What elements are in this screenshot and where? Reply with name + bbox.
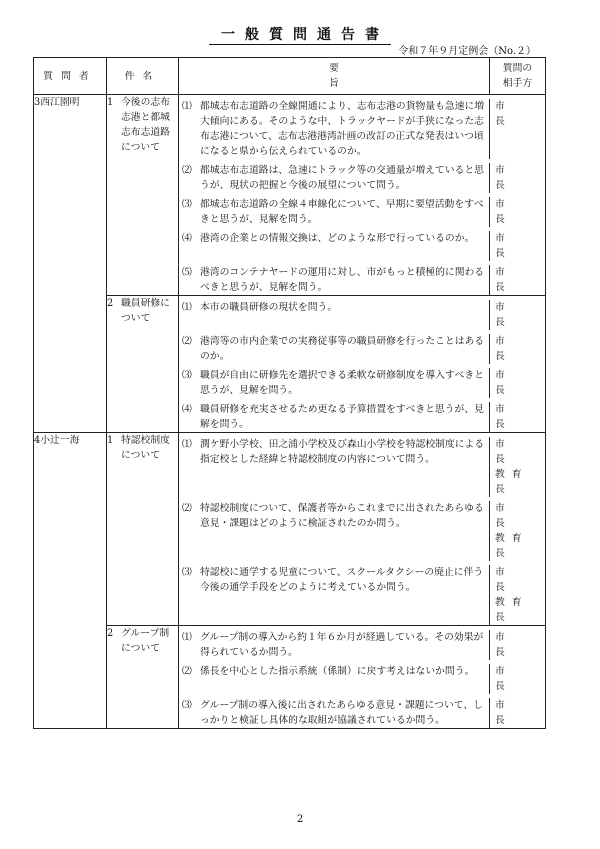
- gist-item: [179, 193, 545, 227]
- header-subject: 件名: [107, 58, 179, 95]
- respondent: 市長: [495, 101, 527, 127]
- respondent: 市長: [495, 336, 527, 362]
- subject-number: 1: [107, 97, 114, 108]
- item-text: グループ制の導入後に出されたあらゆる意見・課題について、しっかりと検証し具体的な取組が協議されているか問う。: [200, 700, 483, 726]
- questioner-name: 3西江園明: [34, 95, 107, 433]
- item-number: ⑵: [182, 165, 192, 176]
- item-number: ⑴: [182, 439, 192, 450]
- respondent: 教育長: [495, 597, 529, 623]
- questioner-name: 4小辻一海: [34, 433, 107, 729]
- item-number: ⑴: [182, 632, 192, 643]
- item-text: 都城志布志道路の全線４車線化について、早期に要望活動をすべきと思うが、見解を問う。: [200, 199, 484, 225]
- header-respondent-line1: 質問の: [502, 63, 533, 74]
- gist-item: [179, 296, 545, 330]
- item-number: ⑵: [182, 336, 192, 347]
- respondent: 市長: [495, 567, 527, 593]
- item-number: ⑵: [182, 666, 192, 677]
- subject-row: [34, 296, 546, 433]
- gist-cell: [179, 296, 546, 433]
- item-text: 都城志布志道路は、急速にトラック等の交通量が増えていると思うが、現状の把握と今後の展望について問う。: [200, 165, 484, 191]
- header-respondent: [489, 58, 545, 94]
- respondent-cell: [489, 565, 545, 625]
- session-label: 令和７年９月定例会（No.２）: [398, 46, 536, 57]
- item-number: ⑶: [182, 567, 192, 578]
- gist-cell: [179, 626, 546, 729]
- subject-title: 特認校制度について: [121, 435, 170, 461]
- item-text: 都城志布志道路の全線開通により、志布志港の貨物量も急速に増大傾向にある。そのような中、トラックヤードが手狭になった志布志港について、志布志港港湾計画の改訂の正式な発表はいつ頃になると県から伝えられているのか。: [200, 101, 485, 157]
- subject-number: 2: [107, 628, 114, 639]
- item-text: 職員研修を充実させるため更なる予算措置をすべきと思うが、見解を問う。: [200, 404, 484, 430]
- respondent-cell: [489, 501, 545, 561]
- respondent-cell: [489, 334, 545, 364]
- subject-row: [34, 95, 546, 296]
- gist-item: [179, 497, 545, 561]
- gist-item: [179, 694, 545, 728]
- respondent: 教育長: [495, 469, 529, 495]
- gist-item: [179, 626, 545, 660]
- header-gist: 要旨: [329, 63, 479, 89]
- item-text: 港湾等の市内企業での実務従事等の職員研修を行ったことはあるのか。: [200, 336, 485, 362]
- item-text: 港湾の企業との情報交換は、どのような形で行っているのか。: [200, 233, 475, 244]
- respondent-cell: [489, 163, 545, 193]
- item-text: 港湾のコンテナヤードの運用に対し、市がもっと積極的に関わるべきと思うが、見解を問う。: [200, 267, 485, 293]
- respondent: 教育長: [495, 533, 529, 559]
- respondent: 市長: [495, 632, 527, 658]
- subject-cell: [107, 296, 179, 433]
- subject-row: [34, 433, 546, 626]
- respondent: 市長: [495, 700, 527, 726]
- respondent: 市長: [495, 165, 527, 191]
- notice-table: [33, 57, 546, 729]
- document-title: 一般質問通告書: [0, 24, 600, 44]
- gist-item: [179, 95, 545, 159]
- gist-cell: [179, 95, 546, 296]
- item-text: グループ制の導入から約１年６か月が経過している。その効果が得られているか問う。: [200, 632, 484, 658]
- subject-cell: [107, 433, 179, 626]
- item-number: ⑴: [182, 101, 192, 112]
- respondent-cell: [489, 664, 545, 694]
- respondent: 市長: [495, 302, 527, 328]
- respondent: 市長: [495, 666, 527, 692]
- item-text: 職員が自由に研修先を選択できる柔軟な研修制度を導入すべきと思うが、見解を問う。: [200, 370, 484, 396]
- gist-item: [179, 660, 545, 694]
- header-row: [34, 58, 546, 95]
- respondent: 市長: [495, 199, 527, 225]
- gist-item: [179, 227, 545, 261]
- item-number: ⑵: [182, 503, 192, 514]
- respondent-cell: [489, 99, 545, 159]
- item-number: ⑴: [182, 302, 192, 313]
- gist-item: [179, 398, 545, 432]
- gist-cell: [179, 433, 546, 626]
- subject-title: 職員研修について: [121, 298, 170, 324]
- gist-item: [179, 364, 545, 398]
- item-text: 特認校制度について、保護者等からこれまでに出されたあらゆる意見・課題はどのように検証されたのか問う。: [200, 503, 484, 529]
- subject-title: 今後の志布志港と都城志布志道路について: [121, 97, 170, 153]
- item-number: ⑶: [182, 700, 192, 711]
- gist-item: [179, 261, 545, 295]
- item-number: ⑶: [182, 199, 192, 210]
- respondent-cell: [489, 368, 545, 398]
- item-text: 特認校に通学する児童について、スクールタクシーの廃止に伴う今後の通学手段をどのように考えているか問う。: [200, 567, 484, 593]
- subject-row: [34, 626, 546, 729]
- respondent: 市長: [495, 267, 527, 293]
- respondent-cell: [489, 197, 545, 227]
- item-number: ⑶: [182, 370, 192, 381]
- subject-cell: [107, 626, 179, 729]
- item-number: ⑸: [182, 267, 192, 278]
- subject-cell: [107, 95, 179, 296]
- gist-item: [179, 433, 545, 497]
- header-gist-respondent: [179, 58, 546, 95]
- respondent-cell: [489, 231, 545, 261]
- item-number: ⑷: [182, 404, 192, 415]
- respondent-cell: [489, 402, 545, 432]
- respondent: 市長: [495, 503, 527, 529]
- respondent-cell: [489, 300, 545, 330]
- respondent: 市長: [495, 404, 527, 430]
- respondent: 市長: [495, 439, 527, 465]
- header-respondent-line2: 相手方: [502, 78, 533, 89]
- respondent: 市長: [495, 370, 527, 396]
- item-text: 係長を中心とした指示系統（係制）に戻す考えはないか問う。: [200, 666, 475, 677]
- respondent-cell: [489, 698, 545, 728]
- respondent: 市長: [495, 233, 527, 259]
- respondent-cell: [489, 630, 545, 660]
- subject-number: 1: [107, 435, 114, 446]
- subject-number: 2: [107, 298, 114, 309]
- gist-item: [179, 159, 545, 193]
- gist-item: [179, 330, 545, 364]
- item-text: 本市の職員研修の現状を問う。: [200, 302, 338, 313]
- respondent-cell: [489, 265, 545, 295]
- item-text: 潤ケ野小学校、田之浦小学校及び森山小学校を特認校制度による指定校とした経緯と特認校制度の内容について問う。: [200, 439, 485, 465]
- subject-title: グループ制について: [121, 628, 170, 654]
- gist-item: [179, 561, 545, 625]
- header-questioner: 質問者: [34, 58, 107, 95]
- page-number: 2: [296, 814, 304, 825]
- respondent-cell: [489, 437, 545, 497]
- item-number: ⑷: [182, 233, 192, 244]
